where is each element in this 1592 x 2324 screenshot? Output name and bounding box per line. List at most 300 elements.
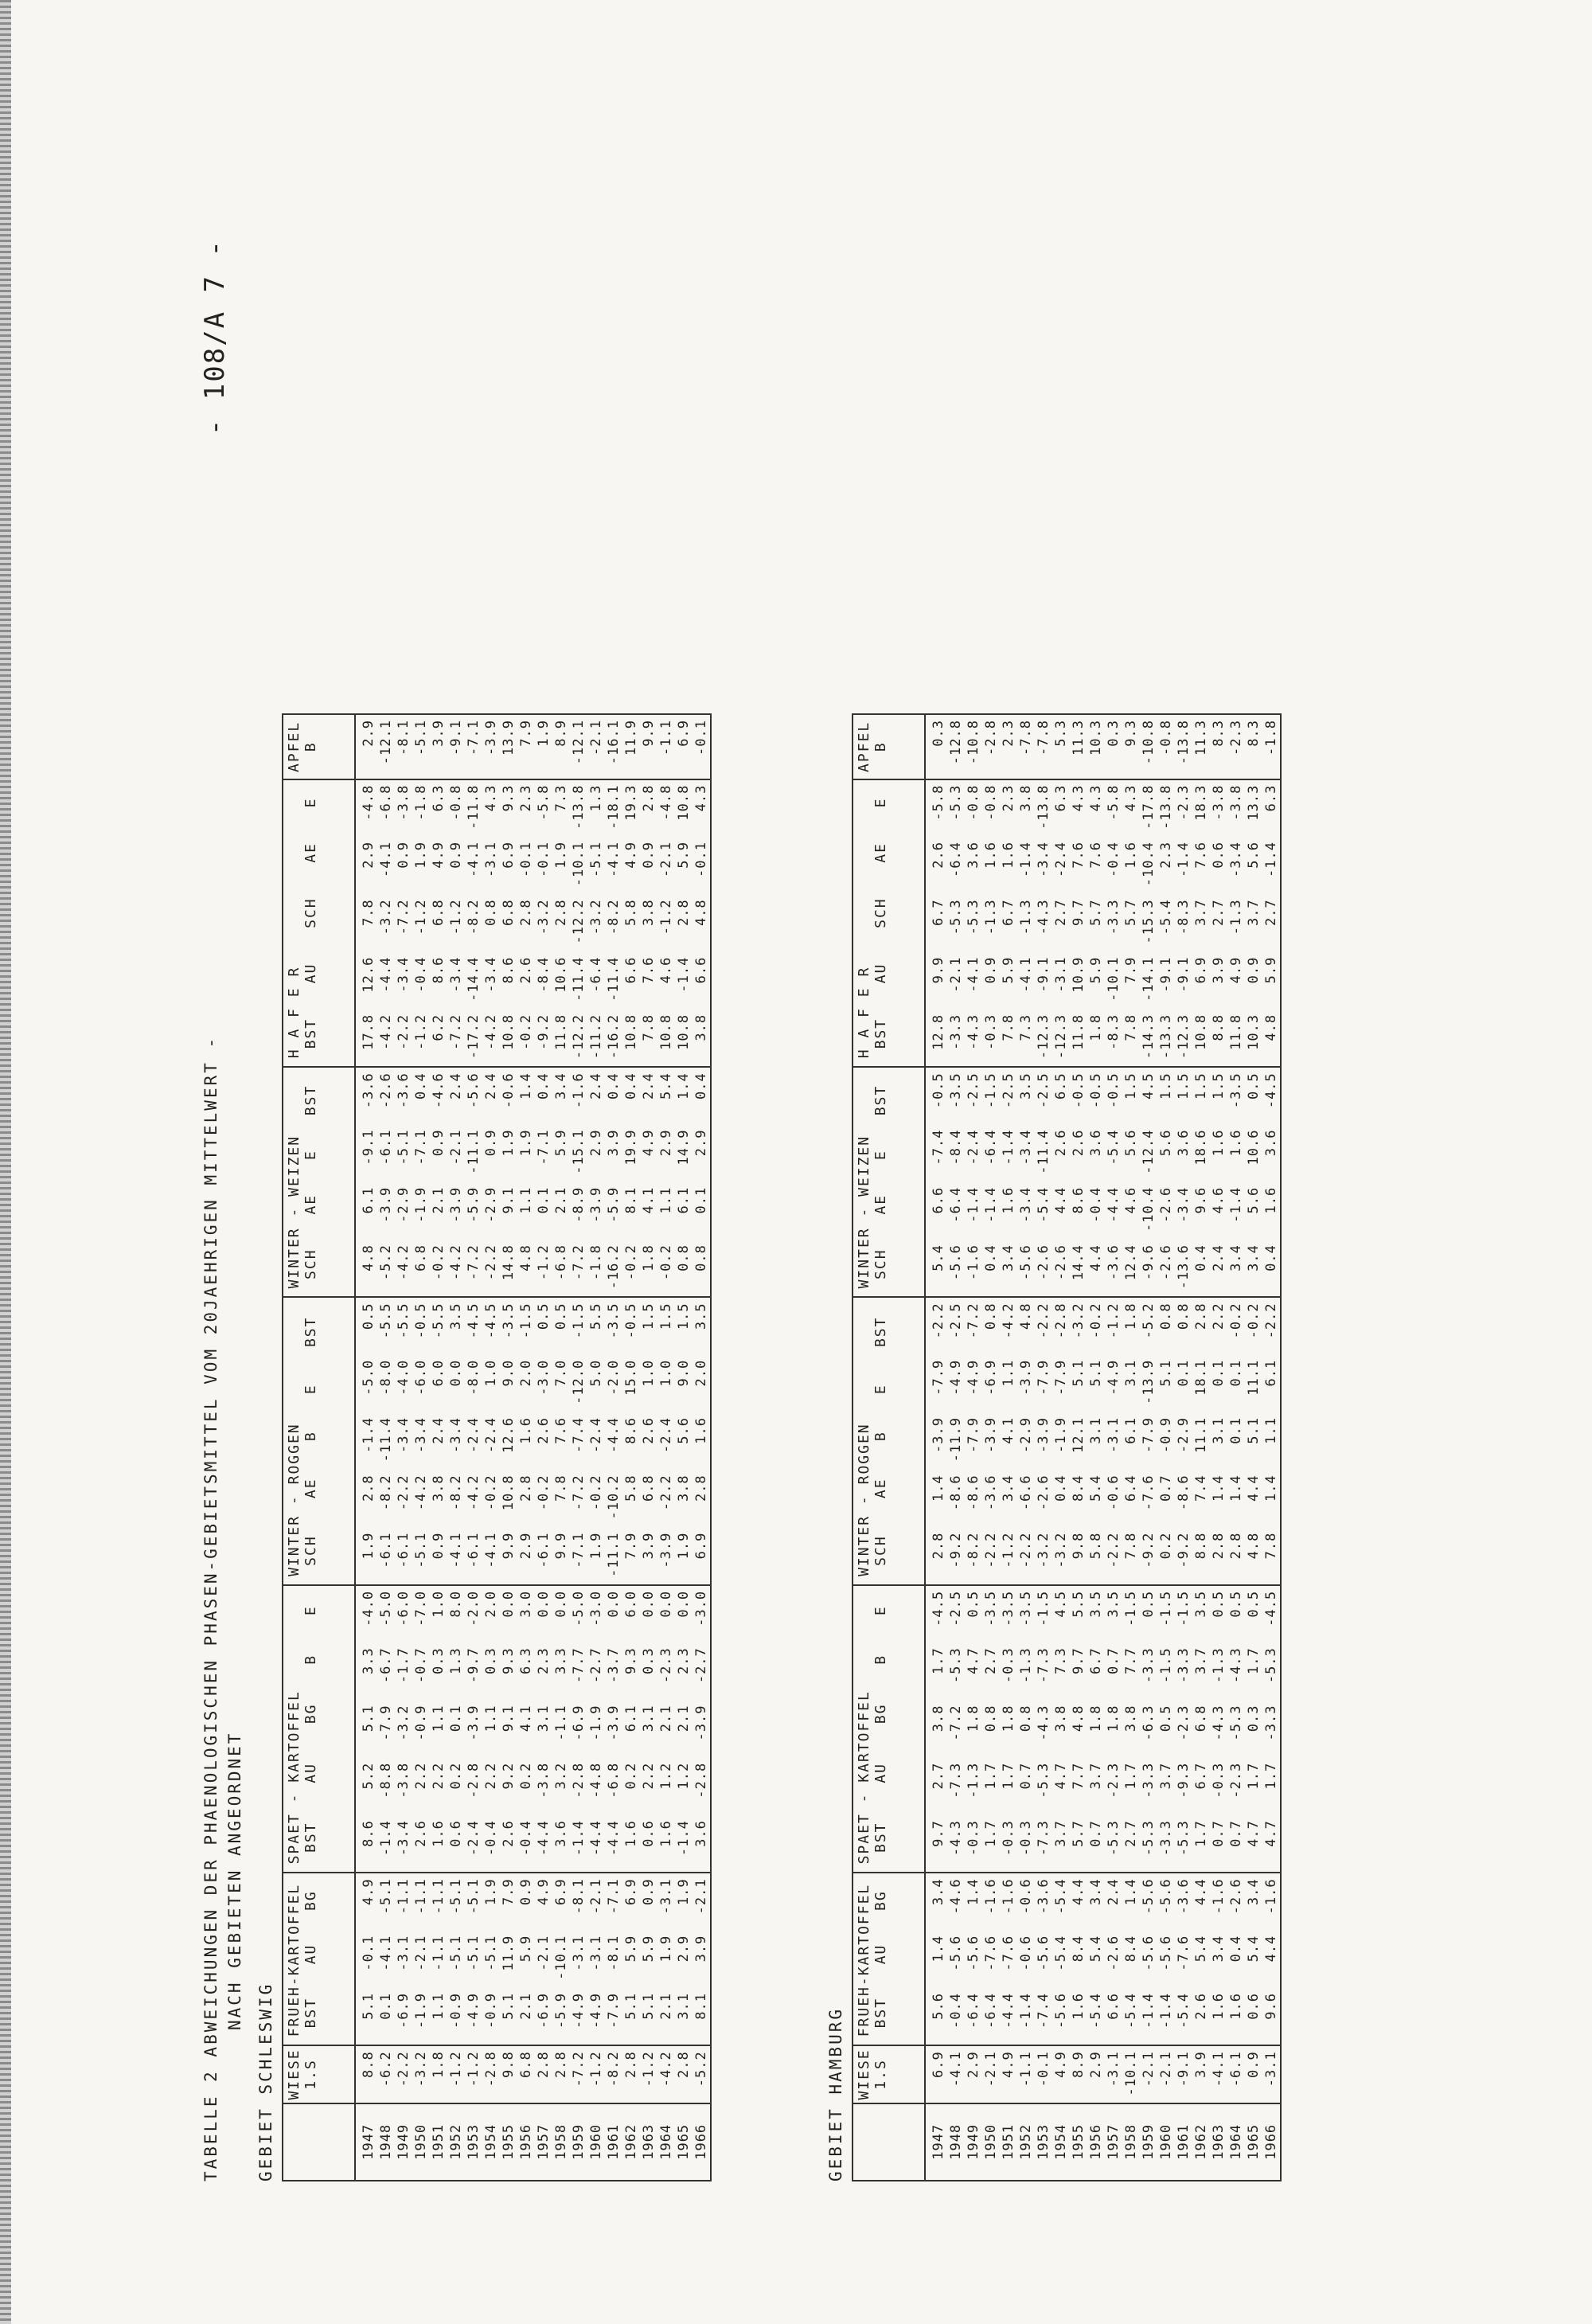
value-cell: 6.9 [623,1878,639,1906]
caption-line-1: TABELLE 2 ABWEICHUNGEN DER PHAENOLOGISCHEN PHASEN-GEBIETSMITTEL VOM 20JAEHRIGEN MITTELWERT - [201,1035,220,2181]
value-cell: 3.4 [1000,1240,1017,1297]
value-cell: 0.5 [361,1303,377,1330]
value-cell: -2.1 [588,1878,604,1915]
apfel-subheader: B [872,741,889,752]
value-cell: 3.8 [641,899,657,927]
value-cell: -0.1 [693,715,710,779]
value-cell: 11.8 [552,1010,570,1067]
year-cell: 1955 [1071,2123,1087,2160]
value-cell: -5.8 [1106,784,1122,821]
value-cell: -1.3 [966,1762,981,1799]
value-cell: -5.1 [448,1878,464,1915]
column-subheader: E [302,1605,319,1616]
value-cell: -8.3 [1105,1010,1122,1067]
value-cell: -1.8 [587,1240,605,1297]
value-cell: 5.1 [1071,1359,1087,1387]
value-cell: -3.5 [983,1590,999,1627]
value-cell: -6.4 [965,1988,982,2045]
value-cell: -0.5 [623,1303,639,1339]
value-cell: -1.2 [1000,1528,1017,1585]
value-cell: 1.5 [676,1303,692,1330]
value-cell: 5.5 [588,1303,604,1330]
value-cell: -3.3 [1176,1647,1192,1684]
value-cell: -4.1 [378,1935,394,1971]
value-cell: 6.8 [412,1240,430,1297]
value-cell: -4.4 [605,1815,622,1873]
value-cell: -3.6 [1105,1240,1122,1297]
value-cell: -5.6 [1158,1935,1174,1971]
value-cell: -2.5 [948,1590,964,1627]
column-subheader: AU [302,963,319,984]
value-cell: 0.9 [1245,2045,1262,2103]
value-cell: 10.8 [1192,1010,1210,1067]
value-cell: 5.7 [1088,899,1104,927]
value-cell: -1.9 [1053,1417,1069,1453]
column-subheader: BST [302,1997,319,2029]
value-cell: -8.8 [378,1762,394,1799]
value-cell: 12.6 [361,956,377,993]
value-cell: -0.5 [1088,1072,1104,1109]
value-cell: 4.1 [1001,1417,1016,1444]
column-subheader: B [302,1654,319,1665]
value-cell: -3.2 [1071,1303,1087,1339]
column-subheaders [872,780,889,1067]
value-cell: -2.2 [1036,1303,1052,1339]
value-cell: -10.1 [1122,2045,1140,2103]
value-cell: 7.8 [1122,1010,1140,1067]
year-cell: 1962 [1193,2123,1209,2160]
year-cell: 1965 [676,2123,692,2160]
value-cell: 7.9 [517,715,535,779]
value-cell: -4.9 [587,1988,605,2045]
value-cell: -4.5 [931,1590,946,1627]
value-cell: -0.1 [361,1935,377,1971]
value-cell: 6.1 [676,1186,692,1214]
value-cell: -3.9 [448,1186,464,1223]
value-cell: 7.6 [1071,842,1087,869]
value-cell: -2.1 [693,1878,709,1915]
group-header-frueh-kartoffel [283,1873,355,2045]
value-cell: -7.6 [983,1935,999,1971]
value-cell: -2.1 [413,1935,429,1971]
value-cell: -6.6 [1018,1474,1034,1511]
value-cell: 7.0 [553,1359,569,1387]
column-subheader: SCH [872,1535,889,1566]
year-cell: 1963 [641,2123,657,2160]
value-cell: 6.9 [1193,956,1209,984]
value-cell: 4.8 [1245,1528,1262,1585]
value-cell: -5.9 [552,1988,570,2045]
value-cell: -3.4 [395,1815,412,1873]
value-cell: 3.8 [931,1705,946,1732]
value-cell: 6.6 [623,956,639,984]
value-cell: 5.1 [1246,1417,1262,1444]
value-cell: -3.2 [396,1705,412,1741]
value-cell: 1.9 [483,1878,499,1906]
value-cell: 5.6 [1246,1186,1262,1214]
value-cell: 2.9 [361,842,377,869]
table-row [1105,715,1122,2180]
value-cell: -3.2 [588,899,604,935]
value-cell: -2.3 [1227,715,1245,779]
value-cell: -5.6 [966,1935,981,1971]
value-cell: -5.1 [412,1528,430,1585]
value-cell: 5.9 [623,1935,639,1963]
apfel-subheader: B [302,741,319,752]
value-cell: -6.1 [378,1129,394,1166]
year-cell: 1956 [518,2123,534,2160]
value-cell: -2.5 [1001,1072,1016,1109]
value-cell: -0.2 [536,1474,552,1511]
value-cell: 2.8 [676,899,692,927]
value-cell: 2.6 [641,1417,657,1444]
value-cell: 9.7 [1071,899,1087,927]
year-cell: 1960 [1158,2123,1174,2160]
value-cell: 0.1 [377,1988,395,2045]
value-cell: 1.5 [1123,1072,1139,1100]
value-cell: -8.4 [948,1129,964,1166]
value-cell: -1.2 [658,899,674,935]
value-cell: 1.7 [931,1647,946,1674]
column-subheader: AU [872,1763,889,1783]
value-cell: -2.5 [948,1303,964,1339]
value-cell: -6.1 [535,1528,552,1585]
value-cell: 3.2 [553,1762,569,1790]
value-cell: 2.7 [1263,899,1279,927]
value-cell: -3.3 [1157,1815,1175,1873]
value-cell: 3.9 [1211,956,1227,984]
year-cell: 1950 [983,2123,999,2160]
value-cell: 2.2 [483,1762,499,1790]
value-cell: 0.9 [430,1528,447,1585]
value-cell: 9.7 [1071,1647,1087,1674]
value-cell: -3.6 [983,1474,999,1511]
value-cell: -3.5 [1228,1072,1244,1109]
value-cell: 2.2 [641,1762,657,1790]
value-cell: -9.2 [1140,1528,1157,1585]
value-cell: 7.3 [553,784,569,812]
value-cell: -13.8 [1036,784,1052,830]
value-cell: 1.1 [1001,1359,1016,1387]
column-subheader: BST [872,1822,889,1853]
rotated-document [199,191,1425,2181]
value-cell: -7.2 [465,1240,482,1297]
value-cell: -3.3 [1106,899,1122,935]
value-cell: -1.1 [431,1935,447,1971]
value-cell: 6.6 [931,1186,946,1214]
value-cell: 1.6 [1210,1988,1227,2045]
value-cell: -15.1 [571,1129,587,1174]
value-cell: 0.3 [641,1647,657,1674]
value-cell: 6.7 [931,899,946,927]
year-cell: 1947 [361,2123,377,2160]
table-row [1140,715,1157,2180]
column-subheader: BST [302,1822,319,1853]
column-subheader: AE [872,1193,889,1215]
value-cell: 1.6 [1001,1186,1016,1214]
value-cell: 0.4 [1228,1935,1244,1963]
value-cell: -7.6 [1141,1474,1157,1511]
table-row [377,715,395,2180]
value-cell: 4.1 [641,1186,657,1214]
value-cell: 4.4 [1087,1240,1105,1297]
value-cell: -6.4 [948,1186,964,1223]
value-cell: 3.7 [1052,1815,1070,1873]
value-cell: -7.4 [571,1417,587,1453]
value-cell: 3.6 [1088,1129,1104,1157]
value-cell: -3.9 [1018,1359,1034,1396]
value-cell: -6.0 [396,1590,412,1627]
value-cell: 3.0 [518,1590,534,1618]
value-cell: 2.1 [658,1705,674,1732]
value-cell: 2.4 [431,1417,447,1444]
value-cell: 0.0 [536,1590,552,1618]
value-cell: -1.5 [983,1072,999,1109]
value-cell: -10.1 [571,842,587,887]
value-cell: -8.3 [1176,899,1192,935]
value-cell: 9.6 [1262,1988,1280,2045]
value-cell: 1.8 [1001,1705,1016,1732]
table-row [1087,715,1105,2180]
value-cell: 7.8 [1122,1528,1140,1585]
value-cell: 6.3 [1053,784,1069,812]
value-cell: -0.1 [693,842,709,877]
value-cell: -5.3 [1140,1815,1157,1873]
column-subheader: BG [872,1703,889,1724]
value-cell: -3.5 [1018,1590,1034,1627]
value-cell: 1.7 [983,1762,999,1790]
value-cell: -10.8 [1140,715,1157,779]
value-cell: -0.2 [430,1240,447,1297]
value-cell: 11.1 [1193,1417,1209,1453]
value-cell: 2.6 [931,842,946,869]
value-cell: 2.2 [1211,1303,1227,1330]
value-cell: -3.4 [1018,1186,1034,1223]
value-cell: -0.2 [622,1240,640,1297]
value-cell: 3.8 [1018,784,1034,812]
table-row [1052,715,1070,2180]
value-cell: 3.1 [1088,1417,1104,1444]
year-cell: 1957 [536,2123,552,2160]
column-subheader: BST [872,1017,889,1049]
value-cell: -5.3 [948,1647,964,1684]
value-cell: -1.8 [413,784,429,821]
value-cell: -0.3 [1000,1815,1017,1873]
value-cell: 2.6 [1192,1988,1210,2045]
value-cell: -11.8 [466,784,482,830]
value-cell: -7.1 [413,1129,429,1166]
value-cell: 1.7 [1263,1762,1279,1790]
value-cell: 6.0 [623,1590,639,1618]
value-cell: 3.7 [1193,1647,1209,1674]
value-cell: -9.1 [1036,956,1052,993]
value-cell: -1.1 [431,1878,447,1915]
value-cell: 3.3 [553,1647,569,1674]
value-cell: -17.2 [465,1010,482,1067]
value-cell: -4.1 [606,842,622,877]
value-cell: -0.5 [413,1303,429,1339]
value-cell: 0.2 [518,1762,534,1790]
value-cell: -1.4 [377,1815,395,1873]
value-cell: -2.0 [606,1359,622,1396]
value-cell: 3.9 [640,1528,657,1585]
value-cell: 2.8 [693,1474,709,1502]
value-cell: -4.4 [1000,1988,1017,2045]
value-cell: 0.9 [1246,956,1262,984]
value-cell: -2.3 [1176,1705,1192,1741]
value-cell: 0.5 [1211,1590,1227,1618]
value-cell: 4.8 [355,1240,377,1297]
value-cell: -7.4 [931,1129,946,1166]
value-cell: 1.8 [1106,1705,1122,1732]
value-cell: -2.6 [1036,1474,1052,1511]
value-cell: -1.1 [1017,2045,1035,2103]
value-cell: -0.3 [1017,1815,1035,1873]
value-cell: 1.6 [430,1815,447,1873]
value-cell: 0.2 [448,1762,464,1790]
group-title: WINTER - ROGGEN [286,1423,302,1576]
value-cell: 4.8 [517,1240,535,1297]
value-cell: -2.9 [483,1186,499,1223]
value-cell: 7.9 [1123,956,1139,984]
value-cell: -5.6 [1052,1988,1070,2045]
value-cell: -5.3 [948,899,964,935]
value-cell: -11.4 [378,1417,394,1463]
value-cell: -3.8 [396,1762,412,1799]
value-cell: -3.4 [1036,842,1052,877]
group-title: WINTER - WEIZEN [286,1135,302,1289]
value-cell: 18.6 [1193,1129,1209,1166]
value-cell: 3.5 [1193,1590,1209,1618]
column-subheader: AU [302,1763,319,1783]
group-header-winter-roggen [853,1297,925,1585]
value-cell: -4.8 [658,784,674,821]
value-cell: 9.3 [501,784,517,812]
year-cell: 1966 [693,2123,709,2160]
value-cell: 15.0 [623,1359,639,1396]
value-cell: 1.3 [588,784,604,812]
value-cell: 6.9 [925,2045,947,2103]
value-cell: 10.8 [501,1474,517,1511]
value-cell: -8.1 [606,1935,622,1971]
value-cell: 1.3 [448,1647,464,1674]
value-cell: 0.2 [1157,1528,1175,1585]
value-cell: 3.4 [1246,1878,1262,1906]
value-cell: 4.3 [1071,784,1087,812]
value-cell: -1.5 [1123,1590,1139,1627]
value-cell: -11.1 [466,1129,482,1174]
value-cell: 2.3 [518,784,534,812]
value-cell: -4.1 [482,1528,500,1585]
page-number: - 108/A 7 - [199,239,231,436]
value-cell: -7.0 [413,1590,429,1627]
value-cell: -12.2 [571,899,587,944]
value-cell: -7.2 [570,1240,587,1297]
value-cell: 0.1 [1211,1359,1227,1387]
table-row [465,715,482,2180]
value-cell: 2.4 [641,1072,657,1100]
value-cell: 1.6 [657,1815,675,1873]
value-cell: -6.7 [378,1647,394,1684]
value-cell: -4.1 [378,842,394,877]
value-cell: 3.4 [1001,1474,1016,1502]
value-cell: 9.1 [501,1705,517,1732]
value-cell: -6.8 [378,784,394,821]
value-cell: -8.9 [571,1186,587,1223]
value-cell: -3.2 [378,899,394,935]
year-cell: 1951 [1001,2123,1016,2160]
group-title: SPAET - KARTOFFEL [286,1690,302,1865]
value-cell: 1.6 [622,1815,640,1873]
table-row [693,715,710,2180]
value-cell: -4.3 [947,1815,965,1873]
value-cell: -3.1 [1262,2045,1280,2103]
column-subheader: SCH [302,1535,319,1566]
value-cell: 1.8 [1088,1705,1104,1732]
value-cell: -5.4 [1036,1186,1052,1223]
value-cell: 2.6 [1053,1129,1069,1157]
value-cell: 5.9 [1088,956,1104,984]
value-cell: -10.1 [553,1935,569,1980]
value-cell: -6.9 [535,1988,552,2045]
value-cell: -3.5 [606,1303,622,1339]
table-row [430,715,447,2180]
value-cell: -5.4 [1122,1988,1140,2045]
value-cell: 8.4 [1071,1474,1087,1502]
value-cell: -6.9 [571,1705,587,1741]
value-cell: -2.2 [482,1240,500,1297]
value-cell: -1.4 [1263,842,1279,877]
value-cell: -2.1 [948,956,964,993]
value-cell: -1.4 [1176,842,1192,877]
value-cell: -3.1 [1106,1417,1122,1453]
value-cell: 2.6 [412,1815,430,1873]
value-cell: 18.3 [1193,784,1209,821]
value-cell: 5.4 [1246,1935,1262,1963]
value-cell: 0.3 [431,1647,447,1674]
value-cell: -2.2 [1263,1303,1279,1339]
value-cell: 0.7 [1210,1815,1227,1873]
value-cell: -3.6 [396,1072,412,1109]
value-cell: -3.7 [606,1647,622,1684]
value-cell: 2.3 [536,1647,552,1674]
value-cell: 2.9 [965,2045,982,2103]
value-cell: 8.9 [552,715,570,779]
value-cell: 6.3 [1263,784,1279,812]
value-cell: 5.0 [588,1359,604,1387]
value-cell: 8.9 [1070,2045,1087,2103]
value-cell: -7.4 [1035,1988,1052,2045]
value-cell: -7.9 [1141,1417,1157,1453]
value-cell: -2.5 [1036,1072,1052,1109]
table-row [517,715,535,2180]
value-cell: 0.9 [641,1878,657,1906]
value-cell: 3.7 [1193,899,1209,927]
value-cell: 12.6 [501,1417,517,1453]
value-cell: -1.2 [535,1240,552,1297]
value-cell: -4.4 [1106,1186,1122,1223]
value-cell: -7.2 [948,1705,964,1741]
value-cell: -5.6 [947,1240,965,1297]
group-title: WINTER - WEIZEN [856,1135,872,1289]
value-cell: -4.9 [1106,1359,1122,1396]
value-cell: -6.3 [1141,1705,1157,1741]
value-cell: -5.2 [693,2045,710,2103]
value-cell: 7.6 [553,1417,569,1444]
group-title: FRUEH-KARTOFFEL [286,1883,302,2037]
value-cell: -13.8 [1158,784,1174,830]
value-cell: 3.8 [1053,1705,1069,1732]
